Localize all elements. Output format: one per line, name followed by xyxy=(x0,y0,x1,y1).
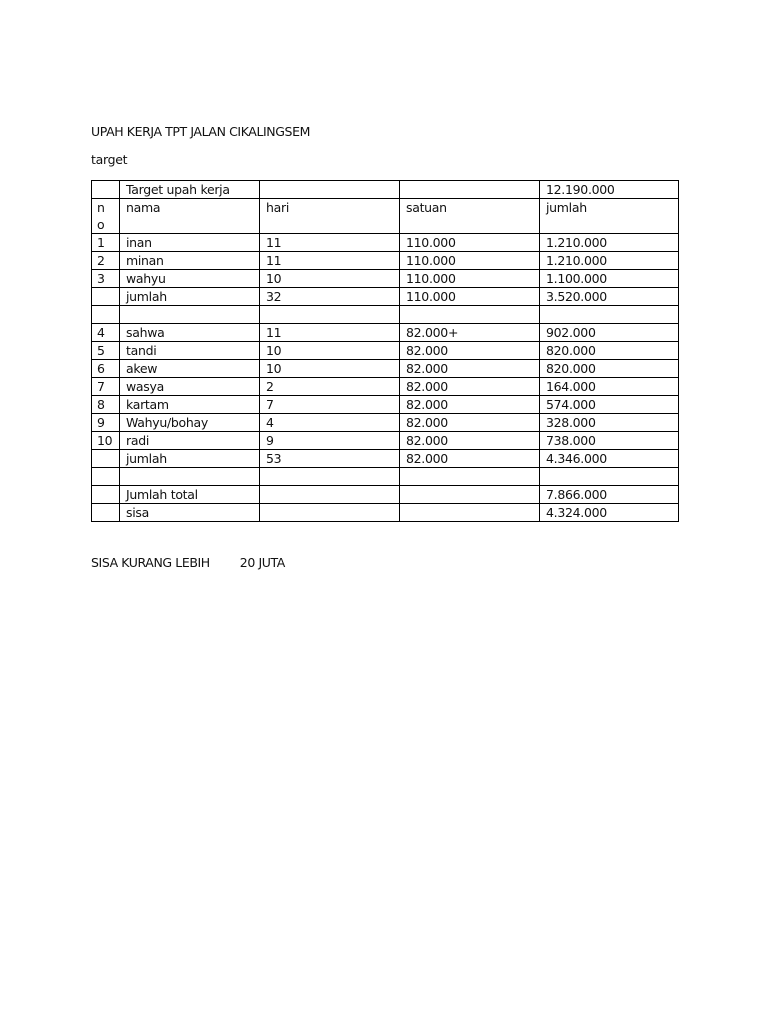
row-satuan: 110.000 xyxy=(400,252,540,270)
row-no: 4 xyxy=(92,324,120,342)
row-nama: wasya xyxy=(120,378,260,396)
footer-label: SISA KURANG LEBIH xyxy=(91,555,210,570)
table-cell xyxy=(260,181,400,199)
row-satuan: 82.000 xyxy=(400,414,540,432)
wage-table xyxy=(91,180,679,522)
row-hari: 11 xyxy=(260,252,400,270)
table-cell xyxy=(400,468,540,486)
row-hari: 7 xyxy=(260,396,400,414)
footer-value: 20 JUTA xyxy=(239,555,285,570)
table-row xyxy=(92,234,679,252)
row-nama: radi xyxy=(120,432,260,450)
grand-total-row xyxy=(92,486,679,504)
remainder-row xyxy=(92,504,679,522)
row-hari: 11 xyxy=(260,234,400,252)
grand-total-label: Jumlah total xyxy=(120,486,260,504)
subtotal-hari: 53 xyxy=(260,450,400,468)
header-no-label: no xyxy=(97,200,105,232)
row-satuan: 82.000+ xyxy=(400,324,540,342)
subtotal-row-1 xyxy=(92,288,679,306)
table-cell xyxy=(400,486,540,504)
table-cell xyxy=(260,306,400,324)
table-cell xyxy=(260,486,400,504)
row-nama: inan xyxy=(120,234,260,252)
subtotal-satuan: 110.000 xyxy=(400,288,540,306)
table-cell xyxy=(400,504,540,522)
table-cell xyxy=(92,468,120,486)
row-nama: sahwa xyxy=(120,324,260,342)
row-hari: 4 xyxy=(260,414,400,432)
table-cell xyxy=(540,468,679,486)
remainder-label: sisa xyxy=(120,504,260,522)
remainder-value: 4.324.000 xyxy=(540,504,679,522)
table-cell xyxy=(400,306,540,324)
row-no: 10 xyxy=(92,432,120,450)
row-no: 9 xyxy=(92,414,120,432)
row-no: 1 xyxy=(92,234,120,252)
table-cell xyxy=(92,504,120,522)
table-cell xyxy=(120,306,260,324)
target-value-cell: 12.190.000 xyxy=(540,181,679,199)
row-satuan: 82.000 xyxy=(400,342,540,360)
subtotal-row-2 xyxy=(92,450,679,468)
target-label-cell: Target upah kerja xyxy=(120,181,260,199)
table-row xyxy=(92,396,679,414)
row-no: 5 xyxy=(92,342,120,360)
row-satuan: 82.000 xyxy=(400,396,540,414)
row-nama: wahyu xyxy=(120,270,260,288)
row-jumlah: 820.000 xyxy=(540,342,679,360)
table-row xyxy=(92,432,679,450)
row-jumlah: 738.000 xyxy=(540,432,679,450)
document-title: UPAH KERJA TPT JALAN CIKALINGSEM xyxy=(91,124,310,139)
header-jumlah: jumlah xyxy=(540,199,679,234)
row-nama: Wahyu/bohay xyxy=(120,414,260,432)
table-cell xyxy=(260,504,400,522)
row-no: 6 xyxy=(92,360,120,378)
subtotal-jumlah: 4.346.000 xyxy=(540,450,679,468)
header-hari: hari xyxy=(260,199,400,234)
row-jumlah: 902.000 xyxy=(540,324,679,342)
table-cell xyxy=(260,468,400,486)
row-nama: akew xyxy=(120,360,260,378)
empty-row xyxy=(92,306,679,324)
empty-row xyxy=(92,468,679,486)
subtotal-label: jumlah xyxy=(120,450,260,468)
subtotal-hari: 32 xyxy=(260,288,400,306)
row-hari: 10 xyxy=(260,270,400,288)
row-jumlah: 1.210.000 xyxy=(540,234,679,252)
subtotal-jumlah: 3.520.000 xyxy=(540,288,679,306)
subtotal-satuan: 82.000 xyxy=(400,450,540,468)
grand-total-value: 7.866.000 xyxy=(540,486,679,504)
row-hari: 10 xyxy=(260,360,400,378)
table-row xyxy=(92,378,679,396)
table-cell xyxy=(120,468,260,486)
table-row xyxy=(92,414,679,432)
header-nama: nama xyxy=(120,199,260,234)
row-satuan: 110.000 xyxy=(400,270,540,288)
header-satuan: satuan xyxy=(400,199,540,234)
table-cell xyxy=(92,486,120,504)
row-jumlah: 1.210.000 xyxy=(540,252,679,270)
row-no: 8 xyxy=(92,396,120,414)
table-row xyxy=(92,270,679,288)
document-subtitle: target xyxy=(91,152,128,167)
row-hari: 11 xyxy=(260,324,400,342)
row-no: 3 xyxy=(92,270,120,288)
row-satuan: 82.000 xyxy=(400,378,540,396)
subtotal-label: jumlah xyxy=(120,288,260,306)
table-cell xyxy=(92,450,120,468)
row-nama: kartam xyxy=(120,396,260,414)
row-hari: 9 xyxy=(260,432,400,450)
row-nama: minan xyxy=(120,252,260,270)
footer-note xyxy=(91,555,285,570)
row-no: 2 xyxy=(92,252,120,270)
row-hari: 10 xyxy=(260,342,400,360)
row-jumlah: 1.100.000 xyxy=(540,270,679,288)
row-jumlah: 574.000 xyxy=(540,396,679,414)
table-cell xyxy=(92,306,120,324)
header-no xyxy=(92,199,120,234)
table-header-row xyxy=(92,199,679,234)
row-no: 7 xyxy=(92,378,120,396)
table-row xyxy=(92,360,679,378)
table-cell xyxy=(92,288,120,306)
table-row xyxy=(92,342,679,360)
table-row xyxy=(92,324,679,342)
table-row xyxy=(92,252,679,270)
row-jumlah: 164.000 xyxy=(540,378,679,396)
row-satuan: 82.000 xyxy=(400,360,540,378)
row-jumlah: 328.000 xyxy=(540,414,679,432)
row-satuan: 110.000 xyxy=(400,234,540,252)
table-cell xyxy=(400,181,540,199)
row-satuan: 82.000 xyxy=(400,432,540,450)
row-nama: tandi xyxy=(120,342,260,360)
table-cell xyxy=(540,306,679,324)
row-jumlah: 820.000 xyxy=(540,360,679,378)
table-cell xyxy=(92,181,120,199)
row-hari: 2 xyxy=(260,378,400,396)
table-row-target xyxy=(92,181,679,199)
